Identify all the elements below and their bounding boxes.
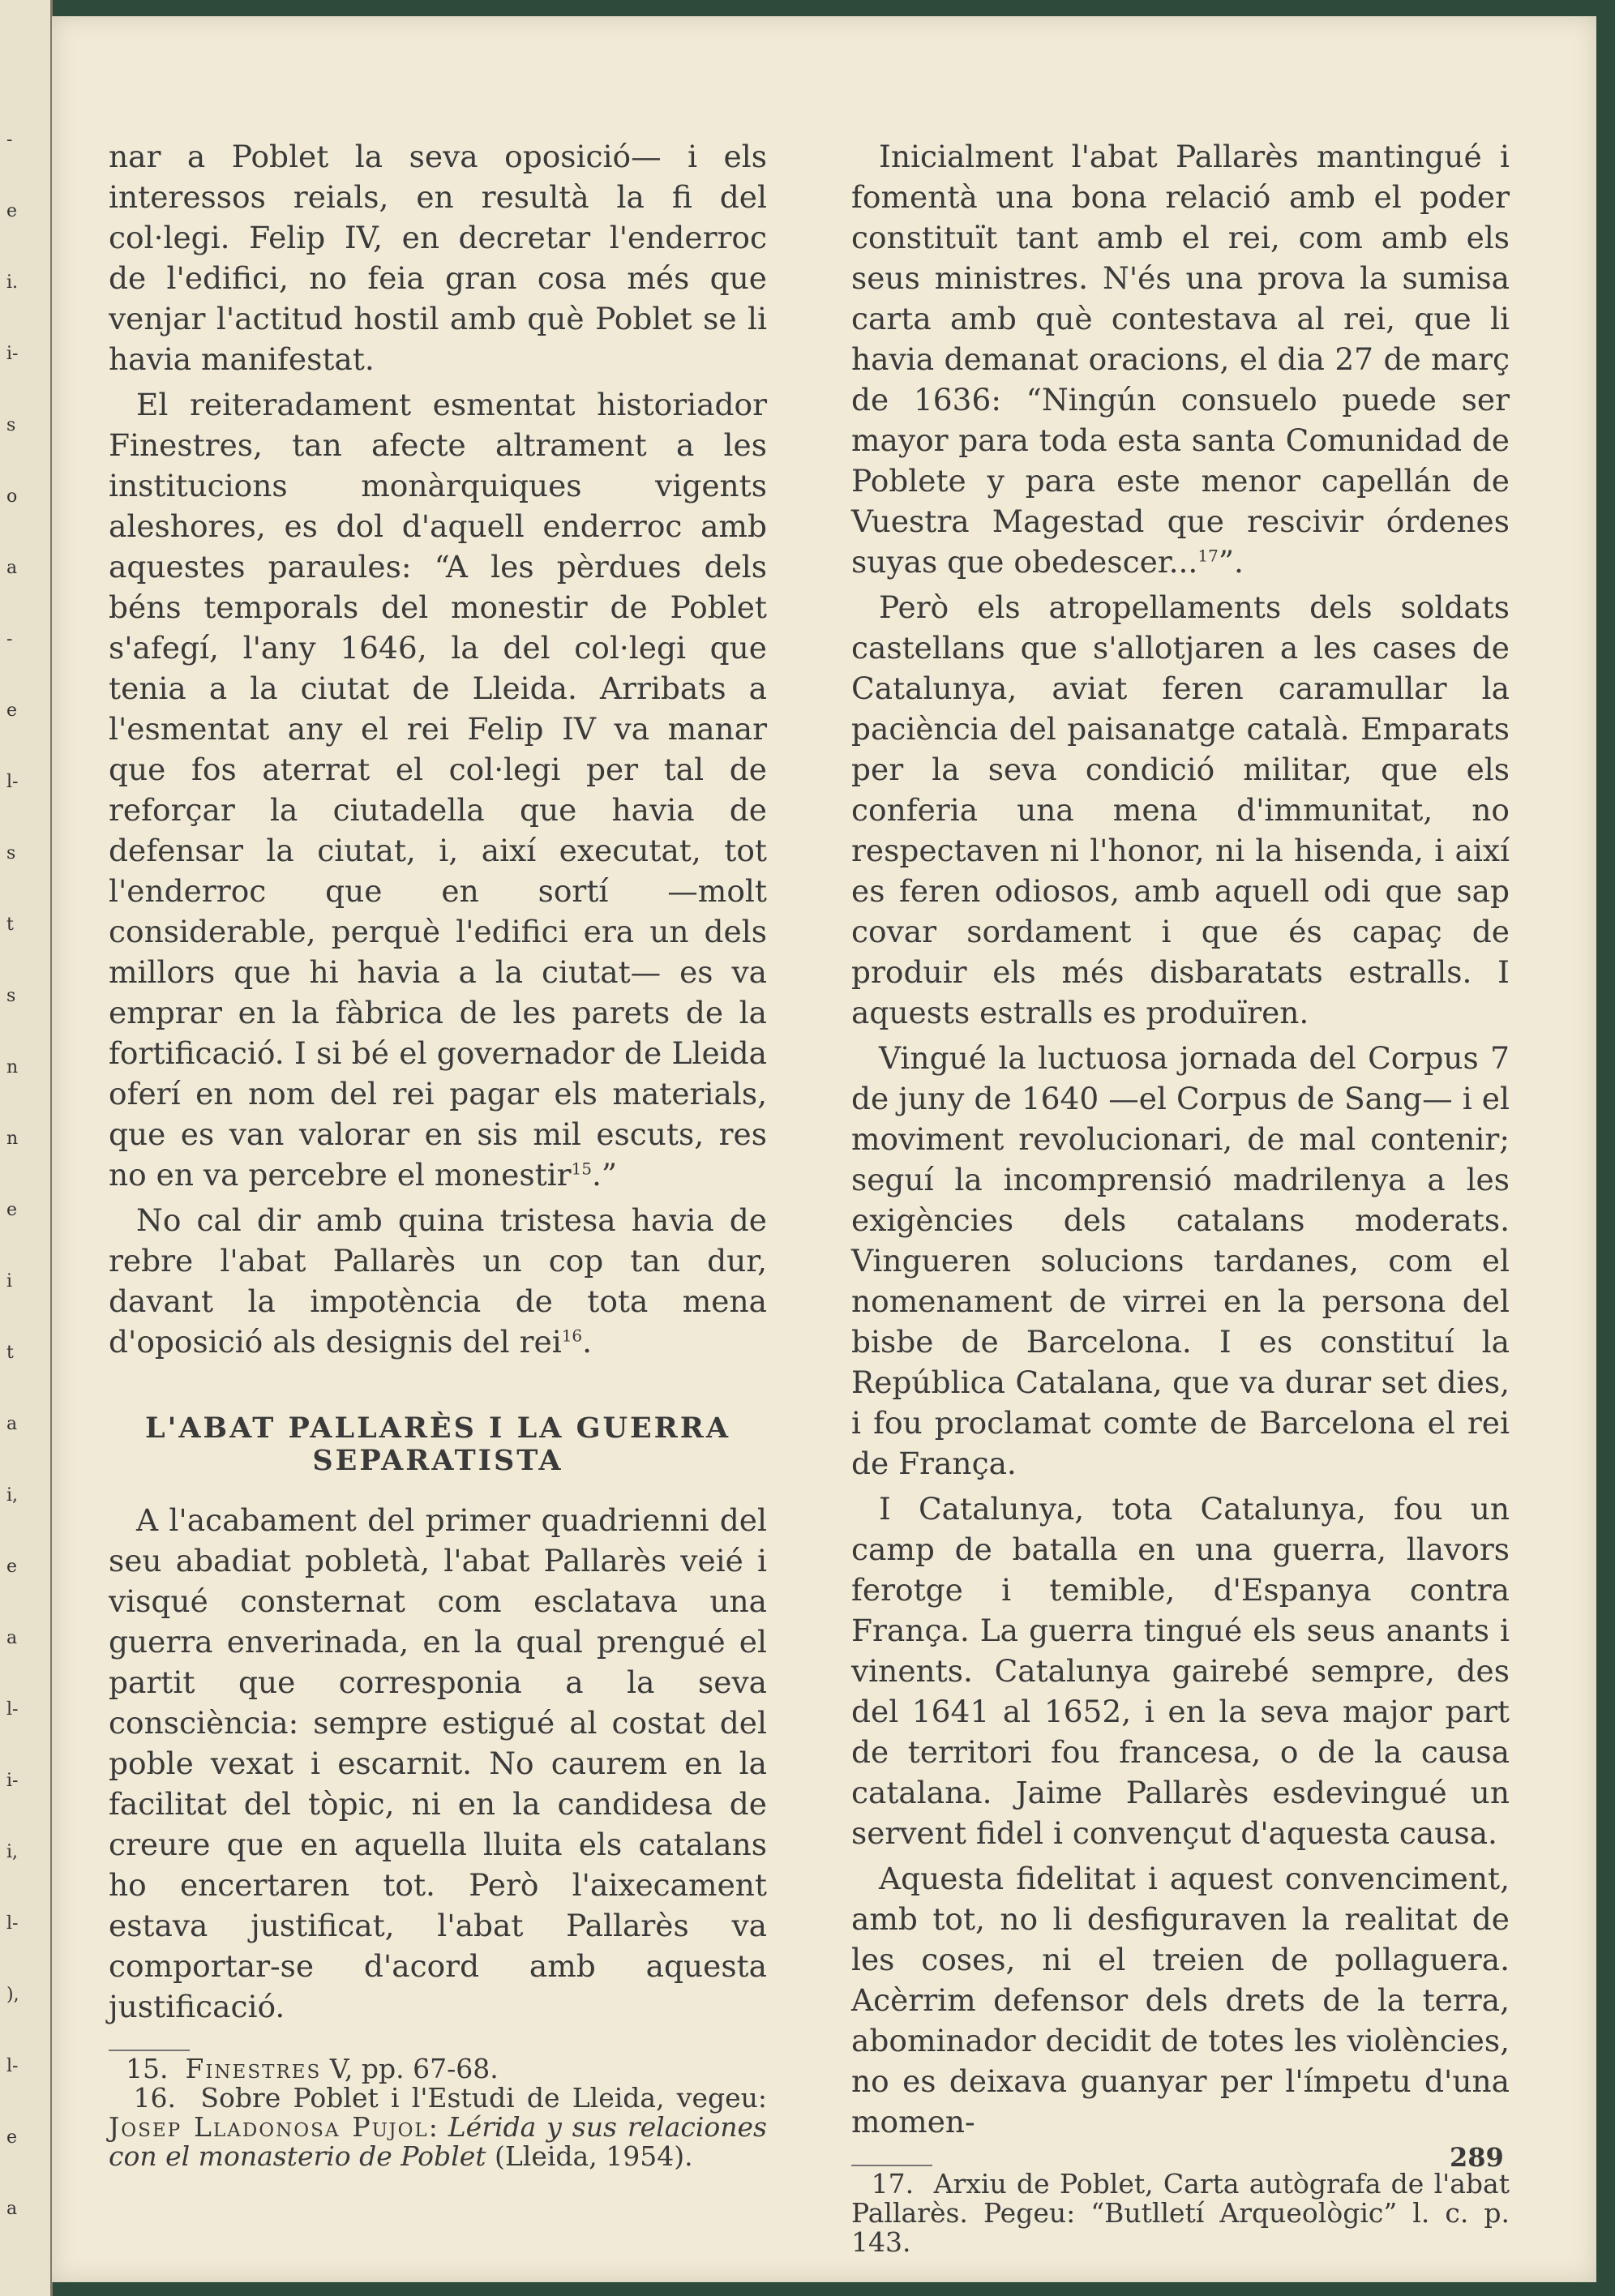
edge-fragment: n (6, 1057, 19, 1077)
paragraph: Però els atropellaments dels soldats castellans que s'allotjaren a les cases de Catalunya, aviat feren caramullar la paciència del paisanatge català. Emparats per la seva condició militar, que els conferia una mena d'immunitat, no respectaven ni l'honor, ni la hisenda, i així es feren odiosos, amb aquell odi que sap covar sordament i que és capaç de produir els més disbaratats estralls. I aquests estralls es produïren. (851, 589, 1510, 1030)
edge-fragment: t (6, 915, 14, 935)
edge-fragment: i. (6, 272, 19, 293)
book-page (52, 16, 1596, 2282)
edge-fragment: i, (6, 1842, 19, 1862)
paragraph: Aquesta fidelitat i aquest convenciment, amb tot, no li desfiguraven la realitat de les coses, ni el treien de pollaguera. Acèrrim defensor dels drets de la terra, abominador decidit de totes les violències, no es deixava guanyar per l'ímpetu d'una momen- (851, 1861, 1510, 2140)
edge-fragment: a (6, 2199, 18, 2219)
footnote-ref: 17 (1197, 546, 1219, 566)
edge-fragment: l- (6, 1699, 19, 1720)
paragraph: No cal dir amb quina tristesa havia de rebre l'abat Pallarès un cop tan dur, davant la impotència de tota mena d'oposició als designis del rei$^{16}$. (109, 1202, 767, 1360)
edge-fragment: e (6, 201, 18, 221)
footnote-15: 15. Finestres V, pp. 67-68. (125, 2053, 499, 2084)
edge-fragment: i- (6, 344, 19, 364)
previous-page-edge (0, 0, 53, 2296)
edge-fragment: s (6, 843, 16, 863)
footnote-16: 16. Sobre Poblet i l'Estudi de Lleida, vegeu: Josep Lladonosa Pujol: Lérida y sus relaciones con el monasterio de Poblet (Lleida, 1954). (109, 2082, 768, 2172)
footnote-17: 17. Arxiu de Poblet, Carta autògrafa de l'abat Pallarès. Pegeu: “Butlletí Arqueològic” l. c. p. 143. (851, 2168, 1510, 2258)
footnote-ref: 16 (561, 1326, 583, 1346)
edge-fragment: n (6, 1129, 19, 1149)
edge-fragment: s (6, 415, 16, 435)
edge-fragment: a (6, 1414, 18, 1434)
footnote-rule (109, 2050, 190, 2051)
edge-fragment: e (6, 1200, 18, 1220)
edge-fragment: e (6, 2127, 18, 2148)
paragraph: Inicialment l'abat Pallarès mantingué i fomentà una bona relació amb el poder constituït tant amb el rei, com amb els seus ministres. N'és una prova la sumisa carta amb què contestava al rei, que li havia demanat oracions, el dia 27 de març de 1636: “Ningún consuelo puede ser mayor para toda esta santa Comunidad de Poblete y para este menor capellán de Vuestra Magestad que rescivir órdenes suyas que obedescer...$^{17}$”. (851, 139, 1510, 580)
edge-fragment: - (6, 130, 13, 150)
paragraph: A l'acabament del primer quadrienni del seu abadiat pobletà, l'abat Pallarès veié i visqué consternat com esclatava una guerra enverinada, en la qual prengué el partit que corresponia a la seva consciència: sempre estigué al costat del poble vexat i escarnit. No caurem en la facilitat del tòpic, ni en la candidesa de creure que en aquella lluita els catalans ho encertaren tot. Però l'aixecament estava justificat, l'abat Pallarès va comportar-se d'acord amb aquesta justificació. (109, 1502, 767, 2024)
edge-fragment: e (6, 700, 18, 721)
paragraph: I Catalunya, tota Catalunya, fou un camp de batalla en una guerra, llavors ferotge i temible, d'Espanya contra França. La guerra tingué els seus anants i vinents. Catalunya gairebé sempre, des del 1641 al 1652, i en la seva major part de territori fou francesa, o de la causa catalana. Jaime Pallarès esdevingué un servent fidel i convençut d'aquesta causa. (851, 1491, 1510, 1851)
footnote-ref: 15 (571, 1159, 593, 1179)
edge-fragment: l- (6, 772, 19, 792)
edge-fragment: i- (6, 1771, 19, 1791)
page-number: 289 (1450, 2142, 1504, 2173)
edge-fragment: e (6, 1557, 18, 1577)
edge-fragment: a (6, 558, 18, 578)
edge-fragment: a (6, 1628, 18, 1648)
edge-fragment: - (6, 629, 13, 649)
edge-fragment: l- (6, 2056, 19, 2076)
paragraph: nar a Poblet la seva oposició— i els interessos reials, en resultà la fi del col·legi. Felip IV, en decretar l'enderroc de l'edifici, no feia gran cosa més que venjar l'actitud hostil amb què Poblet se li havia manifestat. (109, 139, 767, 377)
edge-fragment: i, (6, 1485, 19, 1506)
section-heading: L'ABAT PALLARÈS I LA GUERRA SEPARATISTA (145, 1411, 730, 1477)
left-column (109, 136, 767, 2171)
edge-fragment: l- (6, 1913, 19, 1934)
edge-fragment: i (6, 1271, 13, 1292)
paragraph: El reiteradament esmentat historiador Finestres, tan afecte altrament a les institucions monàrquiques vigents aleshores, es dol d'aquell enderroc amb aquestes paraules: “A les pèrdues dels béns temporals del monestir de Poblet s'afegí, l'any 1646, la del col·legi que tenia a la ciutat de Lleida. Arribats a l'esmentat any el rei Felip IV va manar que fos aterrat el col·legi per tal de reforçar la ciutadella que havia de defensar la ciutat, i, així executat, tot l'enderroc que en sortí —molt considerable, perquè l'edifici era un dels millors que hi havia a la ciutat— es va emprar en la fàbrica de les parets de la fortificació. I si bé el governador de Lleida oferí en nom del rei pagar els materials, que es van valorar en sis mil escuts, res no en va percebre el monestir$^{15}$.” (109, 387, 767, 1193)
edge-fragment: o (6, 486, 18, 507)
footnote-rule (851, 2165, 932, 2166)
right-column (851, 136, 1510, 2257)
edge-fragment: t (6, 1343, 14, 1363)
edge-fragment: s (6, 986, 16, 1006)
edge-fragment: ), (6, 1985, 19, 2005)
paragraph: Vingué la luctuosa jornada del Corpus 7 de juny de 1640 —el Corpus de Sang— i el moviment revolucionari, de mal contenir; seguí la incomprensió madrilenya a les exigències dels catalans moderats. Vingueren solucions tardanes, com el nomenament de virrei en la persona del bisbe de Barcelona. I es constituí la República Catalana, que va durar set dies, i fou proclamat comte de Barcelona el rei de França. (851, 1040, 1510, 1481)
